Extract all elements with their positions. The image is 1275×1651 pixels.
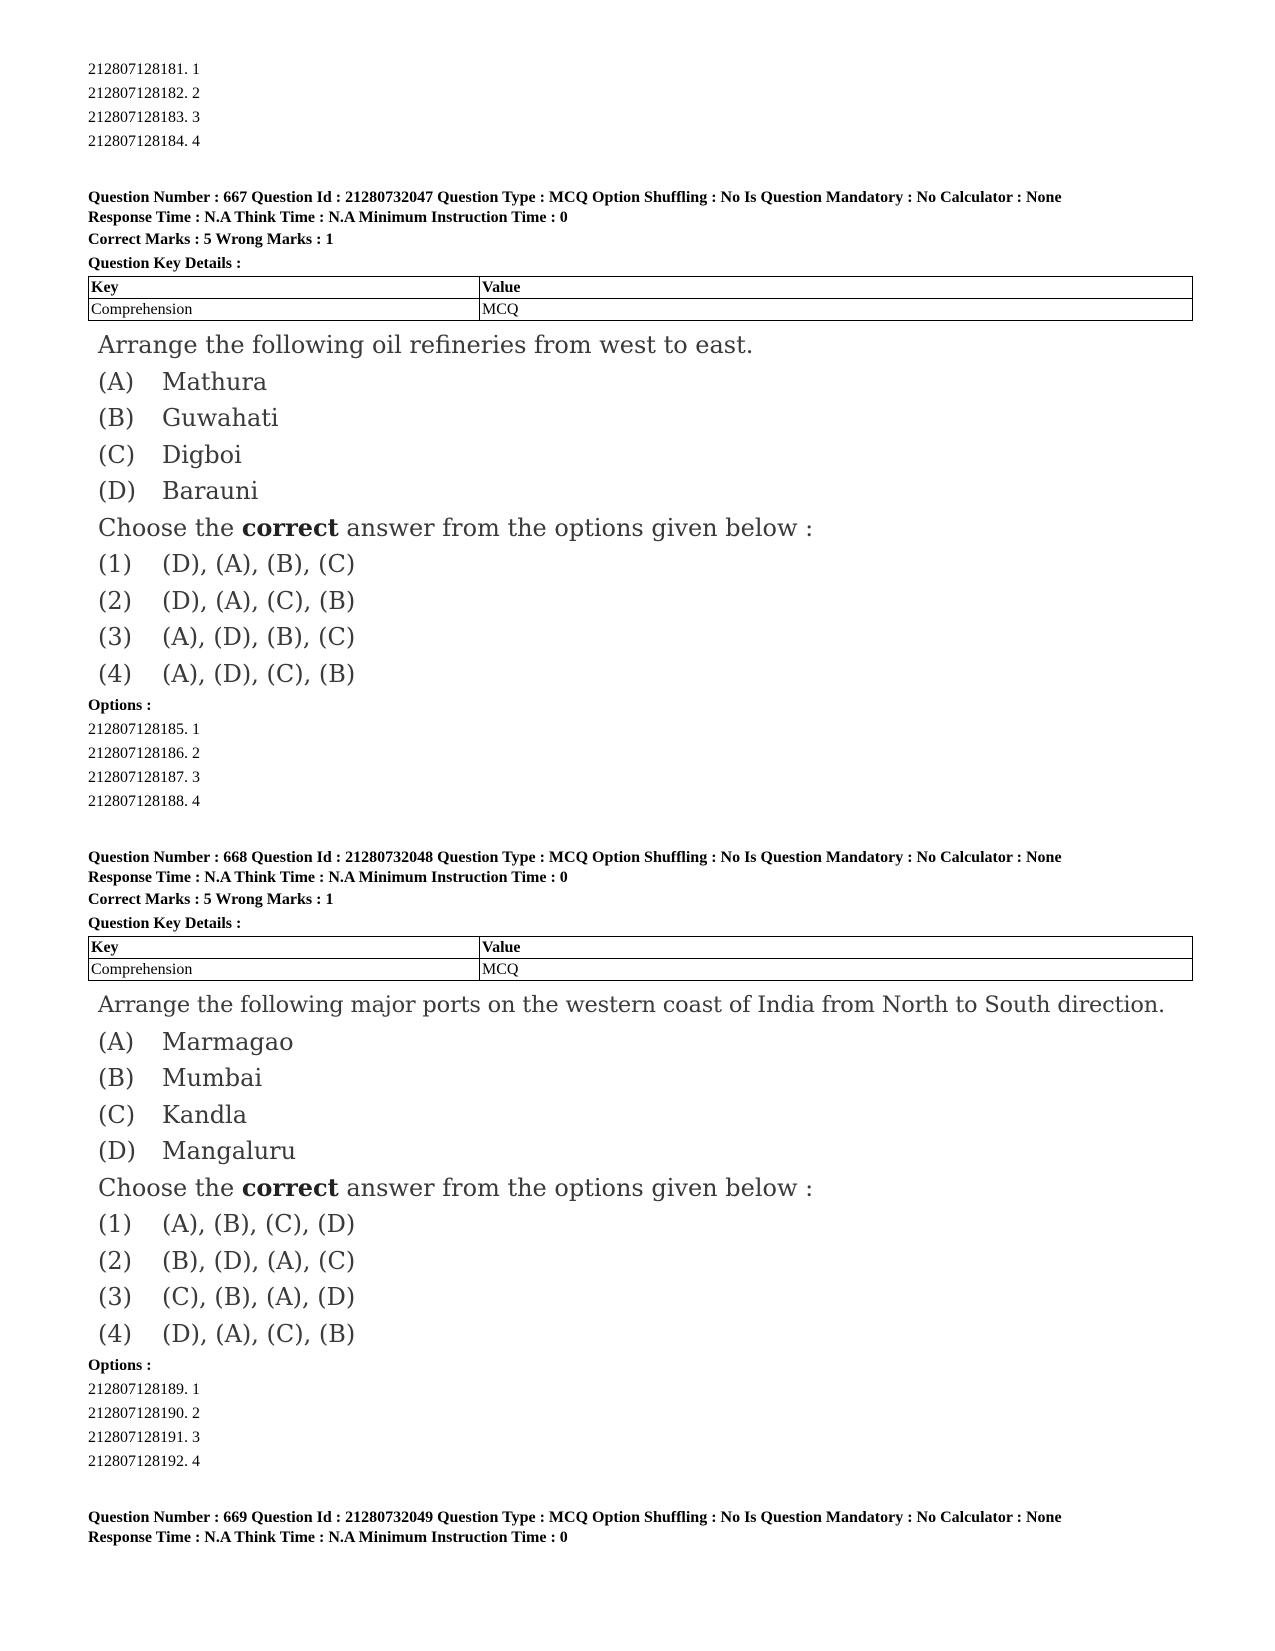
key-header: Key	[89, 277, 480, 299]
answer-choice: (1) (A), (B), (C), (D)	[98, 1210, 356, 1238]
previous-options-list	[88, 58, 1200, 154]
question-header: Question Number : 669 Question Id : 21280732049 Question Type : MCQ Option Shuffling : No Is Question Mandatory : No Calculator : None	[88, 1509, 1062, 1526]
question-stem: Arrange the following oil refineries from west to east.	[98, 331, 754, 359]
value-cell: MCQ	[480, 959, 1193, 981]
key-header: Key	[89, 937, 480, 959]
option-line: 212807128190. 2	[88, 1405, 200, 1422]
choose-instruction: Choose the correct answer from the options given below :	[98, 1172, 814, 1202]
document-page	[88, 58, 1200, 1548]
option-line: 212807128187. 3	[88, 769, 200, 786]
option-line: 212807128192. 4	[88, 1453, 200, 1470]
list-item: (A) Mathura	[98, 367, 268, 396]
list-item: (A) Marmagao	[98, 1027, 294, 1056]
list-item: (C) Kandla	[98, 1100, 248, 1129]
option-line: 212807128184. 4	[88, 133, 200, 150]
question-content	[98, 987, 1200, 1352]
question-block-667	[88, 188, 1200, 814]
question-timing: Response Time : N.A Think Time : N.A Minimum Instruction Time : 0	[88, 869, 568, 886]
key-cell: Comprehension	[89, 299, 480, 321]
value-header: Value	[480, 937, 1193, 959]
answer-choice: (2) (B), (D), (A), (C)	[98, 1246, 356, 1275]
option-line: 212807128183. 3	[88, 109, 200, 126]
option-line: 212807128189. 1	[88, 1381, 200, 1398]
option-line: 212807128186. 2	[88, 745, 200, 762]
key-details-table	[88, 276, 1193, 321]
question-timing: Response Time : N.A Think Time : N.A Minimum Instruction Time : 0	[88, 209, 568, 226]
answer-choice: (4) (A), (D), (C), (B)	[98, 659, 356, 688]
answer-choice: (3) (A), (D), (B), (C)	[98, 623, 356, 651]
answer-choice: (3) (C), (B), (A), (D)	[98, 1283, 356, 1311]
option-line: 212807128185. 1	[88, 721, 200, 738]
list-item: (D) Mangaluru	[98, 1137, 297, 1165]
value-cell: MCQ	[480, 299, 1193, 321]
list-item: (C) Digboi	[98, 440, 242, 469]
key-details-label: Question Key Details :	[88, 915, 242, 932]
question-header: Question Number : 667 Question Id : 21280732047 Question Type : MCQ Option Shuffling : No Is Question Mandatory : No Calculator : None	[88, 189, 1062, 206]
answer-choice: (4) (D), (A), (C), (B)	[98, 1319, 356, 1348]
question-header: Question Number : 668 Question Id : 21280732048 Question Type : MCQ Option Shuffling : No Is Question Mandatory : No Calculator : None	[88, 849, 1062, 866]
options-label: Options :	[88, 697, 152, 714]
key-details-label: Question Key Details :	[88, 255, 242, 272]
answer-choice: (2) (D), (A), (C), (B)	[98, 586, 356, 615]
table-header-row	[89, 277, 1193, 299]
list-item: (B) Mumbai	[98, 1064, 263, 1092]
option-line: 212807128191. 3	[88, 1429, 200, 1446]
key-cell: Comprehension	[89, 959, 480, 981]
table-header-row	[89, 937, 1193, 959]
list-item: (D) Barauni	[98, 477, 259, 505]
key-details-table	[88, 936, 1193, 981]
table-row	[89, 299, 1193, 321]
question-block-668	[88, 848, 1200, 1474]
question-block-669	[88, 1508, 1200, 1548]
option-line: 212807128188. 4	[88, 793, 200, 810]
option-line: 212807128182. 2	[88, 85, 200, 102]
choose-instruction: Choose the correct answer from the options given below :	[98, 512, 814, 542]
option-line: 212807128181. 1	[88, 61, 200, 78]
options-label: Options :	[88, 1357, 152, 1374]
list-item: (B) Guwahati	[98, 404, 279, 432]
answer-choice: (1) (D), (A), (B), (C)	[98, 550, 356, 578]
question-timing: Response Time : N.A Think Time : N.A Minimum Instruction Time : 0	[88, 1529, 568, 1546]
question-marks: Correct Marks : 5 Wrong Marks : 1	[88, 231, 334, 248]
question-marks: Correct Marks : 5 Wrong Marks : 1	[88, 891, 334, 908]
table-row	[89, 959, 1193, 981]
question-stem: Arrange the following major ports on the western coast of India from North to South direction.	[98, 992, 1165, 1018]
question-content	[98, 327, 1200, 692]
value-header: Value	[480, 277, 1193, 299]
